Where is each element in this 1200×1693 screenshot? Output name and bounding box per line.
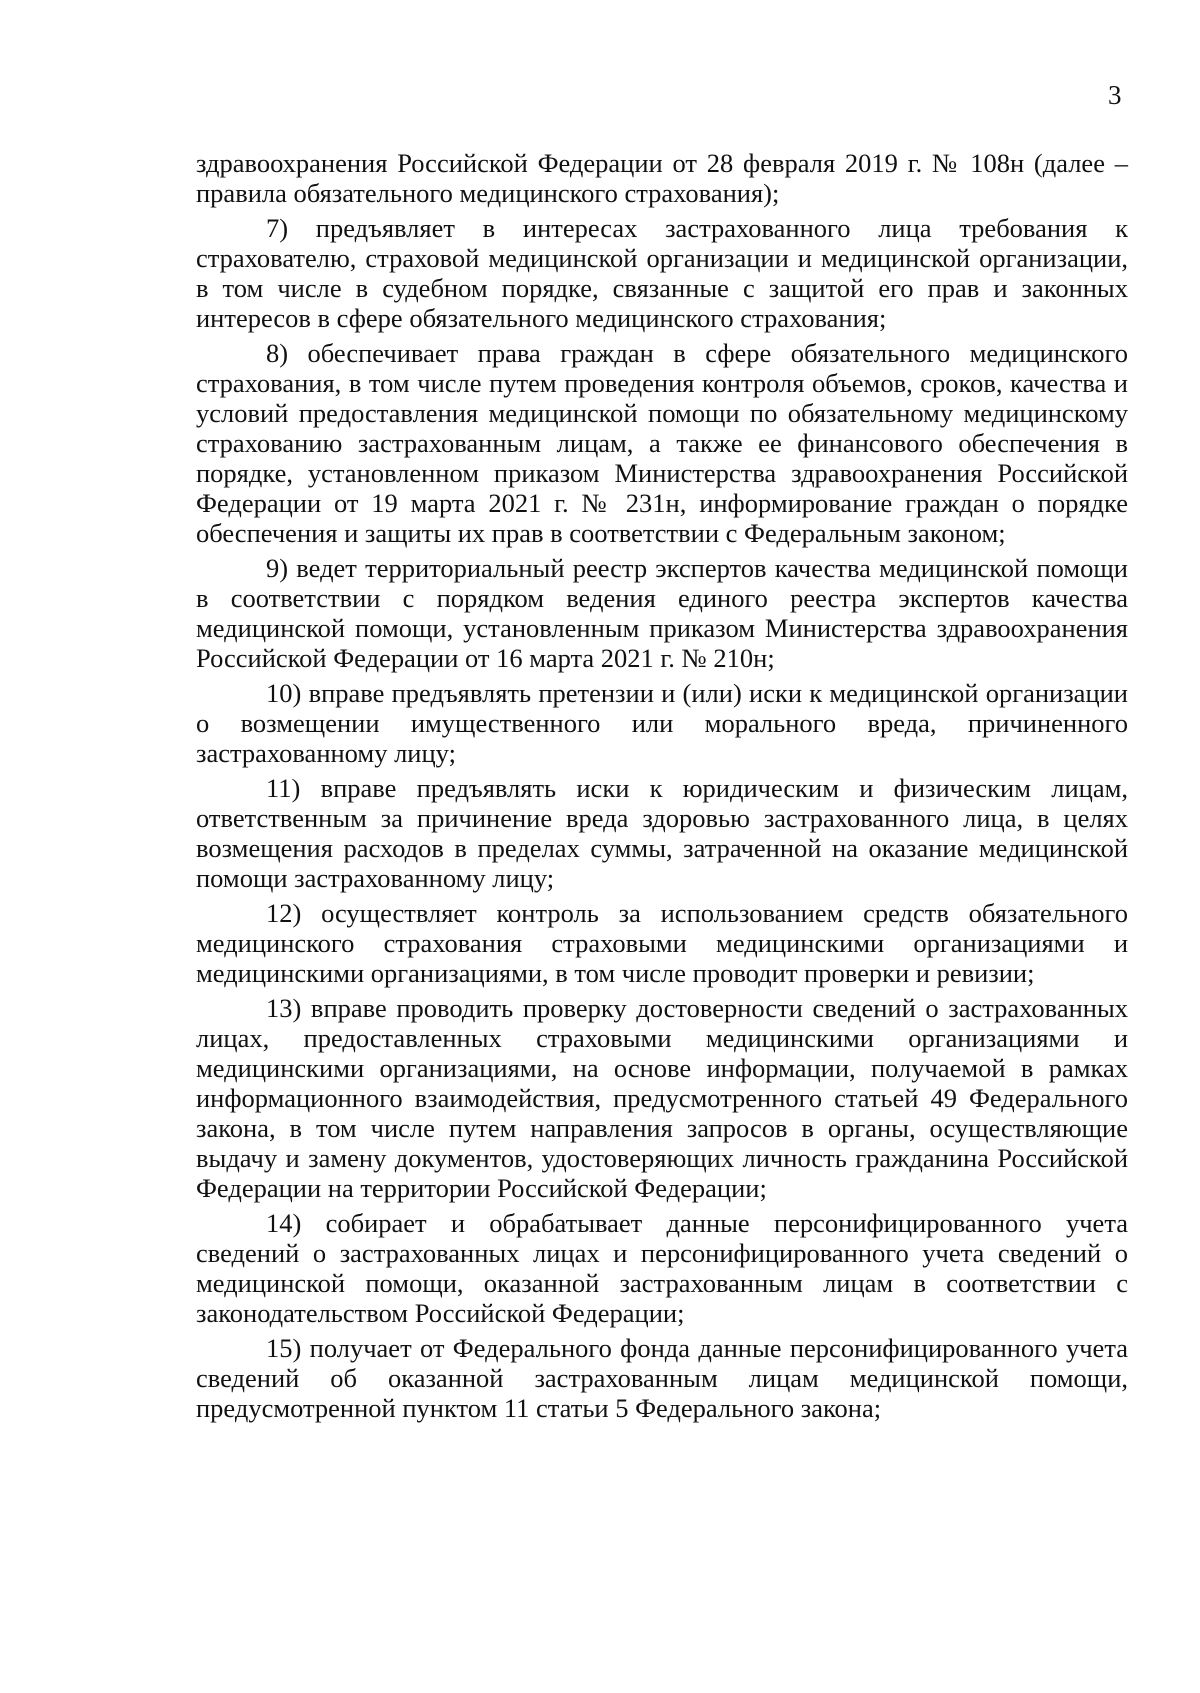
paragraph-item-14: 14) собирает и обрабатывает данные персонифицированного учета сведений о застрахованных лицах и персонифицированного учета сведений о медицинской помощи, оказанной застрахованным лицам в соответствии с законодательством Российской Федерации; <box>196 1208 1128 1328</box>
paragraph-item-13: 13) вправе проводить проверку достоверности сведений о застрахованных лицах, предоставленных страховыми медицинскими организациями и медицинскими организациями, на основе информации, получаемой в рамках информационного взаимодействия, предусмотренного статьей 49 Федерального закона, в том числе путем направления запросов в органы, осуществляющие выдачу и замену документов, удостоверяющих личность гражданина Российской Федерации на территории Российской Федерации; <box>196 993 1128 1203</box>
paragraph-continuation: здравоохранения Российской Федерации от 28 февраля 2019 г. № 108н (далее – правила обязательного медицинского страхования); <box>196 148 1128 208</box>
paragraph-item-10: 10) вправе предъявлять претензии и (или) иски к медицинской организации о возмещении имущественного или морального вреда, причиненного застрахованному лицу; <box>196 678 1128 768</box>
paragraph-item-15: 15) получает от Федерального фонда данные персонифицированного учета сведений об оказанной застрахованным лицам медицинской помощи, предусмотренной пунктом 11 статьи 5 Федерального закона; <box>196 1333 1128 1423</box>
paragraph-item-8: 8) обеспечивает права граждан в сфере обязательного медицинского страхования, в том числе путем проведения контроля объемов, сроков, качества и условий предоставления медицинской помощи по обязательному медицинскому страхованию застрахованным лицам, а также ее финансового обеспечения в порядке, установленном приказом Министерства здравоохранения Российской Федерации от 19 марта 2021 г. № 231н, информирование граждан о порядке обеспечения и защиты их прав в соответствии с Федеральным законом; <box>196 338 1128 548</box>
paragraph-item-11: 11) вправе предъявлять иски к юридическим и физическим лицам, ответственным за причинение вреда здоровью застрахованного лица, в целях возмещения расходов в пределах суммы, затраченной на оказание медицинской помощи застрахованному лицу; <box>196 773 1128 893</box>
document-body <box>196 148 1128 1428</box>
paragraph-item-12: 12) осуществляет контроль за использованием средств обязательного медицинского страхования страховыми медицинскими организациями и медицинскими организациями, в том числе проводит проверки и ревизии; <box>196 898 1128 988</box>
paragraph-item-9: 9) ведет территориальный реестр экспертов качества медицинской помощи в соответствии с порядком ведения единого реестра экспертов качества медицинской помощи, установленным приказом Министерства здравоохранения Российской Федерации от 16 марта 2021 г. № 210н; <box>196 553 1128 673</box>
paragraph-item-7: 7) предъявляет в интересах застрахованного лица требования к страхователю, страховой медицинской организации и медицинской организации, в том числе в судебном порядке, связанные с защитой его прав и законных интересов в сфере обязательного медицинского страхования; <box>196 213 1128 333</box>
page-number: 3 <box>1108 80 1122 110</box>
